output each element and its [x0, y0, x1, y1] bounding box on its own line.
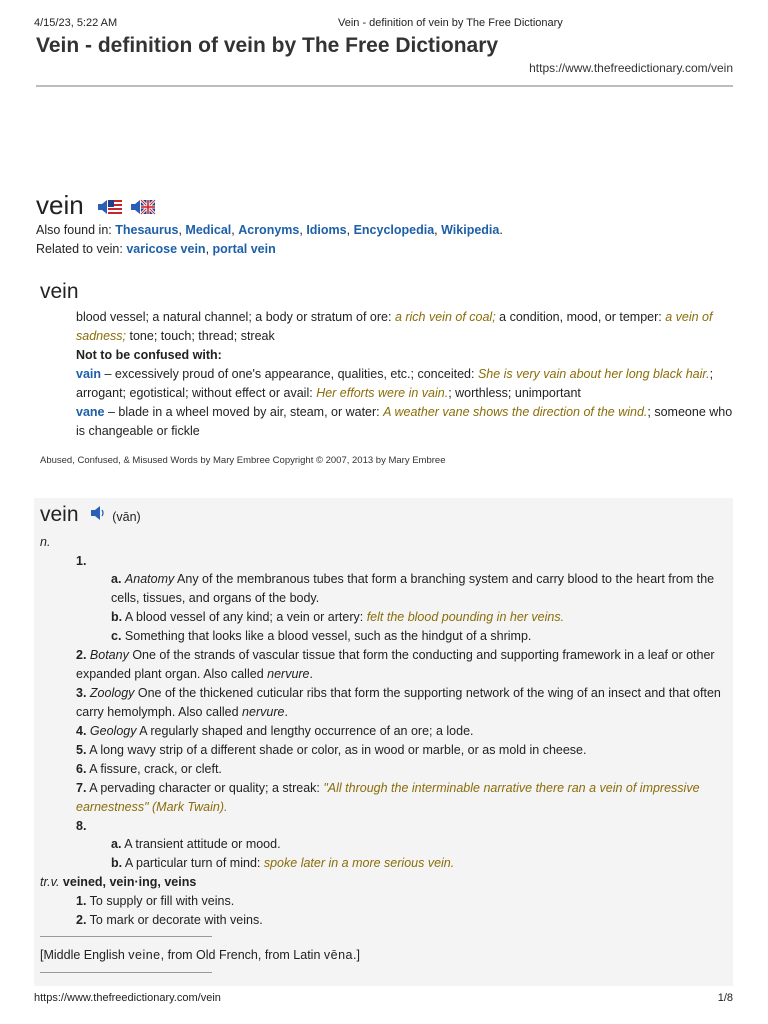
etymology-text: , from Old French, from Latin: [160, 948, 324, 962]
sense-label: c.: [111, 629, 122, 643]
print-header-title: Vein - definition of vein by The Free Dictionary: [338, 17, 563, 29]
link-thesaurus[interactable]: Thesaurus: [115, 223, 179, 237]
example-text: a vein of: [665, 310, 713, 324]
link-acronyms[interactable]: Acronyms: [238, 223, 300, 237]
us-pronunciation-icon[interactable]: [97, 192, 123, 223]
vain-entry-cont: [76, 384, 581, 403]
verb-pos: tr.v.: [40, 875, 60, 889]
verb-sense-1: [76, 892, 234, 911]
alt-term: nervure: [242, 705, 285, 719]
sense-1c: [111, 627, 531, 646]
field-label: Zoology: [89, 686, 135, 700]
etymology: [40, 946, 360, 965]
link-portal-vein[interactable]: portal vein: [212, 242, 276, 256]
definition-text: One of the strands of vascular tissue that form the conducting and supporting framework in a leaf or other: [128, 648, 715, 662]
vane-entry: [76, 403, 732, 422]
sense-number: 1.: [76, 554, 87, 568]
link-encyclopedia[interactable]: Encyclopedia: [353, 223, 435, 237]
definition-text: a condition, mood, or temper:: [495, 310, 666, 324]
sense-label: 5.: [76, 743, 87, 757]
section1-headword: vein: [40, 280, 79, 303]
etymology-text: .]: [353, 948, 360, 962]
sense-7-cont: earnestness" (Mark Twain).: [76, 800, 228, 814]
example-text: spoke later in a more serious vein.: [263, 856, 455, 870]
definition-text: A transient attitude or mood.: [121, 837, 281, 851]
headword: vein: [36, 190, 84, 220]
part-of-speech: n.: [40, 535, 51, 549]
sense-6: [76, 760, 222, 779]
sense-1a-cont: cells, tissues, and organs of the body.: [111, 591, 320, 605]
sense-8a: [111, 835, 281, 854]
etymon: veine: [128, 948, 161, 962]
sense-label: b.: [111, 856, 123, 870]
sense-label: a.: [111, 837, 122, 851]
uk-pronunciation-icon[interactable]: [130, 192, 156, 223]
definition-text: A fissure, crack, or cleft.: [86, 762, 222, 776]
definition-text: A pervading character or quality; a streak:: [86, 781, 324, 795]
definition-text: expanded plant organ. Also called: [76, 667, 268, 681]
link-varicose-vein[interactable]: varicose vein: [126, 242, 206, 256]
section2-headword-row: [40, 503, 141, 527]
link-wikipedia[interactable]: Wikipedia: [441, 223, 500, 237]
definition-text: – excessively proud of one's appearance, qualities, etc.; conceited:: [101, 367, 478, 381]
sense-label: 4.: [76, 724, 87, 738]
sense-1b: [111, 608, 564, 627]
sense-5: [76, 741, 586, 760]
related-to-label: Related to vein:: [36, 242, 123, 256]
sense-number: 8.: [76, 819, 87, 833]
field-label: Anatomy: [124, 572, 175, 586]
pronunciation: (vān): [112, 510, 141, 524]
sense-7: [76, 779, 700, 798]
sense-3-cont: carry hemolymph. Also called nervure.: [76, 705, 288, 719]
sense-label: 7.: [76, 781, 87, 795]
sense-1a: [111, 570, 714, 589]
section2-headword: vein: [40, 503, 79, 526]
example-text: She is very vain about her long black hair.: [477, 367, 710, 381]
vain-entry: [76, 365, 713, 384]
etymology-text: [Middle English: [40, 948, 129, 962]
definition-text: Any of the membranous tubes that form a branching system and carry blood to the heart from the: [174, 572, 715, 586]
example-text: felt the blood pounding in her veins.: [366, 610, 565, 624]
sense-4: [76, 722, 474, 741]
print-footer-url: https://www.thefreedictionary.com/vein: [34, 992, 221, 1004]
sense-8b: [111, 854, 454, 873]
page-url[interactable]: https://www.thefreedictionary.com/vein: [529, 61, 733, 75]
definition-text: A regularly shaped and lengthy occurrence of an ore; a lode.: [136, 724, 474, 738]
speaker-icon[interactable]: [90, 503, 106, 527]
field-label: Botany: [89, 648, 129, 662]
verb-forms: [40, 873, 196, 892]
link-vane[interactable]: vane: [76, 405, 105, 419]
definition-text: Something that looks like a blood vessel, such as the hindgut of a shrimp.: [121, 629, 532, 643]
section1-line1: [76, 308, 712, 327]
definition-text: arrogant; egotistical; without effect or avail:: [76, 386, 317, 400]
definition-text: ;: [709, 367, 714, 381]
example-text: sadness;: [76, 329, 127, 343]
alt-term: nervure: [267, 667, 310, 681]
definition-text: To supply or fill with veins.: [86, 894, 235, 908]
definition-text: carry hemolymph. Also called: [76, 705, 243, 719]
print-page-number: 1/8: [717, 992, 733, 1004]
definition-text: A long wavy strip of a different shade or color, as in wood or marble, or as mold in cheese.: [86, 743, 587, 757]
definition-text: tone; touch; thread; streak: [126, 329, 275, 343]
sense-label: 6.: [76, 762, 87, 776]
definition-text: ; someone who: [647, 405, 733, 419]
verb-sense-2: [76, 911, 263, 930]
also-found-in: Also found in: Thesaurus, Medical, Acronyms, Idioms, Encyclopedia, Wikipedia.: [36, 223, 503, 237]
sense-label: 2.: [76, 913, 87, 927]
etymon: vēna: [323, 948, 353, 962]
link-medical[interactable]: Medical: [185, 223, 232, 237]
not-confused-heading: Not to be confused with:: [76, 348, 222, 362]
sense-2-cont: expanded plant organ. Also called nervure.: [76, 667, 313, 681]
section1-source: Abused, Confused, & Misused Words by Mary Embree Copyright © 2007, 2013 by Mary Embree: [40, 455, 446, 466]
definition-text: A particular turn of mind:: [122, 856, 264, 870]
sense-label: 1.: [76, 894, 87, 908]
link-vain[interactable]: vain: [76, 367, 102, 381]
sense-label: 3.: [76, 686, 87, 700]
definition-text: ; worthless; unimportant: [448, 386, 581, 400]
headword-row: [36, 190, 156, 223]
sense-label: a.: [111, 572, 122, 586]
sense-label: 2.: [76, 648, 87, 662]
print-datetime: 4/15/23, 5:22 AM: [34, 17, 118, 29]
related-to: Related to vein: varicose vein, portal vein: [36, 242, 276, 256]
example-text: a rich vein of coal;: [394, 310, 496, 324]
definition-text: A blood vessel of any kind; a vein or artery:: [122, 610, 367, 624]
inflections: veined, vein·ing, veins: [59, 875, 197, 889]
example-text: "All through the interminable narrative there ran a vein of impressive: [323, 781, 700, 795]
definition-text: To mark or decorate with veins.: [86, 913, 263, 927]
sense-label: b.: [111, 610, 123, 624]
also-found-in-label: Also found in:: [36, 223, 112, 237]
section1-line2: [76, 327, 275, 346]
sense-3: [76, 684, 721, 703]
example-text: Her efforts were in vain.: [316, 386, 449, 400]
field-label: Geology: [89, 724, 137, 738]
page-title: Vein - definition of vein by The Free Dictionary: [36, 34, 499, 57]
definition-text: One of the thickened cuticular ribs that form the supporting network of the wing of an insect and that often: [134, 686, 721, 700]
title-divider: [36, 85, 733, 87]
sense-2: [76, 646, 715, 665]
etymology-rule-top: [40, 936, 212, 937]
vane-entry-cont: is changeable or fickle: [76, 424, 200, 438]
definition-text: – blade in a wheel moved by air, steam, or water:: [104, 405, 384, 419]
link-idioms[interactable]: Idioms: [306, 223, 347, 237]
example-text: A weather vane shows the direction of the wind.: [383, 405, 648, 419]
etymology-rule-bottom: [40, 972, 212, 973]
definition-text: blood vessel; a natural channel; a body or stratum of ore:: [76, 310, 395, 324]
